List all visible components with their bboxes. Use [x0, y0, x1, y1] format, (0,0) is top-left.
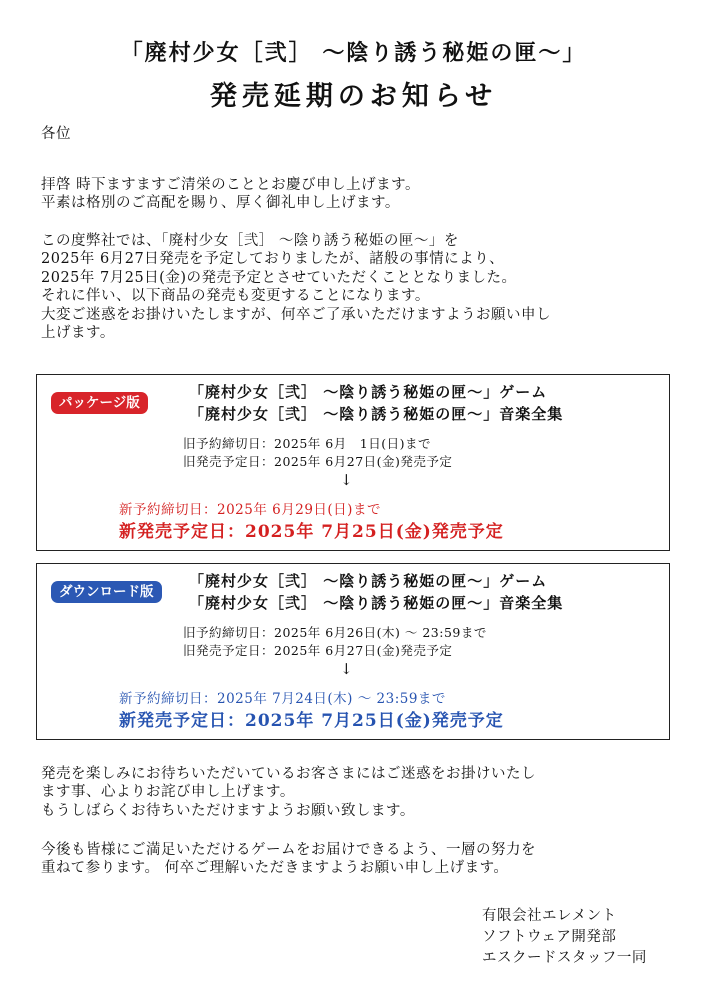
download-edition-box	[36, 563, 670, 740]
closing-paragraph	[41, 841, 536, 878]
download-product-music: 「廃村少女［弐］ ～陰り誘う秘姫の匣～」音楽全集	[189, 594, 564, 612]
download-new-release: 新発売予定日：2025年 7月25日(金)発売予定	[119, 711, 504, 731]
package-old-release: 旧発売予定日：2025年 6月27日(金)発売予定	[183, 454, 453, 469]
download-old-deadline: 旧予約締切日：2025年 6月26日(木) ～ 23:59まで	[183, 625, 487, 640]
closing-line: 重ねて参ります。 何卒ご理解いただきますようお願い申し上げます。	[41, 860, 509, 877]
download-new-deadline: 新予約締切日：2025年 7月24日(木) ～ 23:59まで	[119, 691, 446, 707]
announcement-line: 大変ご迷惑をお掛けいたしますが、何卒ご了承いただけますようお願い申し	[41, 306, 551, 323]
arrow-down-icon: ↓	[340, 660, 353, 678]
download-old-release: 旧発売予定日：2025年 6月27日(金)発売予定	[183, 643, 453, 658]
package-product-game: 「廃村少女［弐］ ～陰り誘う秘姫の匣～」ゲーム	[189, 383, 548, 401]
announcement-line: 上げます。	[41, 324, 115, 341]
download-product-game: 「廃村少女［弐］ ～陰り誘う秘姫の匣～」ゲーム	[189, 572, 548, 590]
package-edition-box	[36, 374, 670, 551]
signature-block	[482, 906, 647, 969]
apology-line: もうしばらくお待ちいただけますようお願い致します。	[41, 802, 415, 819]
apology-paragraph	[41, 765, 536, 820]
package-edition-badge: パッケージ版	[51, 392, 148, 414]
package-new-release: 新発売予定日：2025年 7月25日(金)発売予定	[119, 522, 504, 542]
announcement-line: この度弊社では、「廃村少女［弐］ ～陰り誘う秘姫の匣～」を	[41, 233, 459, 249]
apology-line: 発売を楽しみにお待ちいただいているお客さまにはご迷惑をお掛けいたし	[41, 766, 536, 782]
staff-signoff: エスクードスタッフ一同	[482, 950, 647, 966]
greeting-paragraph	[41, 176, 420, 213]
announcement-line: 2025年 6月27日発売を予定しておりましたが、諸般の事情により、	[41, 251, 505, 268]
department-name: ソフトウェア開発部	[482, 929, 617, 945]
package-product-music: 「廃村少女［弐］ ～陰り誘う秘姫の匣～」音楽全集	[189, 405, 564, 423]
package-old-deadline: 旧予約締切日：2025年 6月 1日(日)まで	[183, 436, 431, 451]
title-line-1: 「廃村少女［弐］ ～陰り誘う秘姫の匣～」	[120, 40, 587, 66]
page-title: 発売延期のお知らせ	[209, 81, 498, 112]
announcement-line: 2025年 7月25日(金)の発売予定とさせていただくこととなりました。	[41, 269, 517, 286]
download-edition-badge: ダウンロード版	[51, 581, 162, 603]
apology-line: ます事、心よりお詫び申し上げます。	[41, 784, 295, 801]
company-name: 有限会社エレメント	[482, 908, 617, 924]
greeting-line: 拝啓 時下ますますご清栄のこととお慶び申し上げます。	[41, 177, 420, 193]
greeting-line: 平素は格別のご高配を賜り、厚く御礼申し上げます。	[41, 195, 400, 212]
announcement-line: それに伴い、以下商品の発売も変更することになります。	[41, 288, 430, 305]
arrow-down-icon: ↓	[340, 471, 353, 489]
closing-line: 今後も皆様にご満足いただけるゲームをお届けできるよう、一層の努力を	[41, 842, 536, 858]
announcement-paragraph	[41, 232, 551, 342]
salutation: 各位	[41, 126, 71, 142]
package-new-deadline: 新予約締切日：2025年 6月29日(日)まで	[119, 502, 381, 518]
